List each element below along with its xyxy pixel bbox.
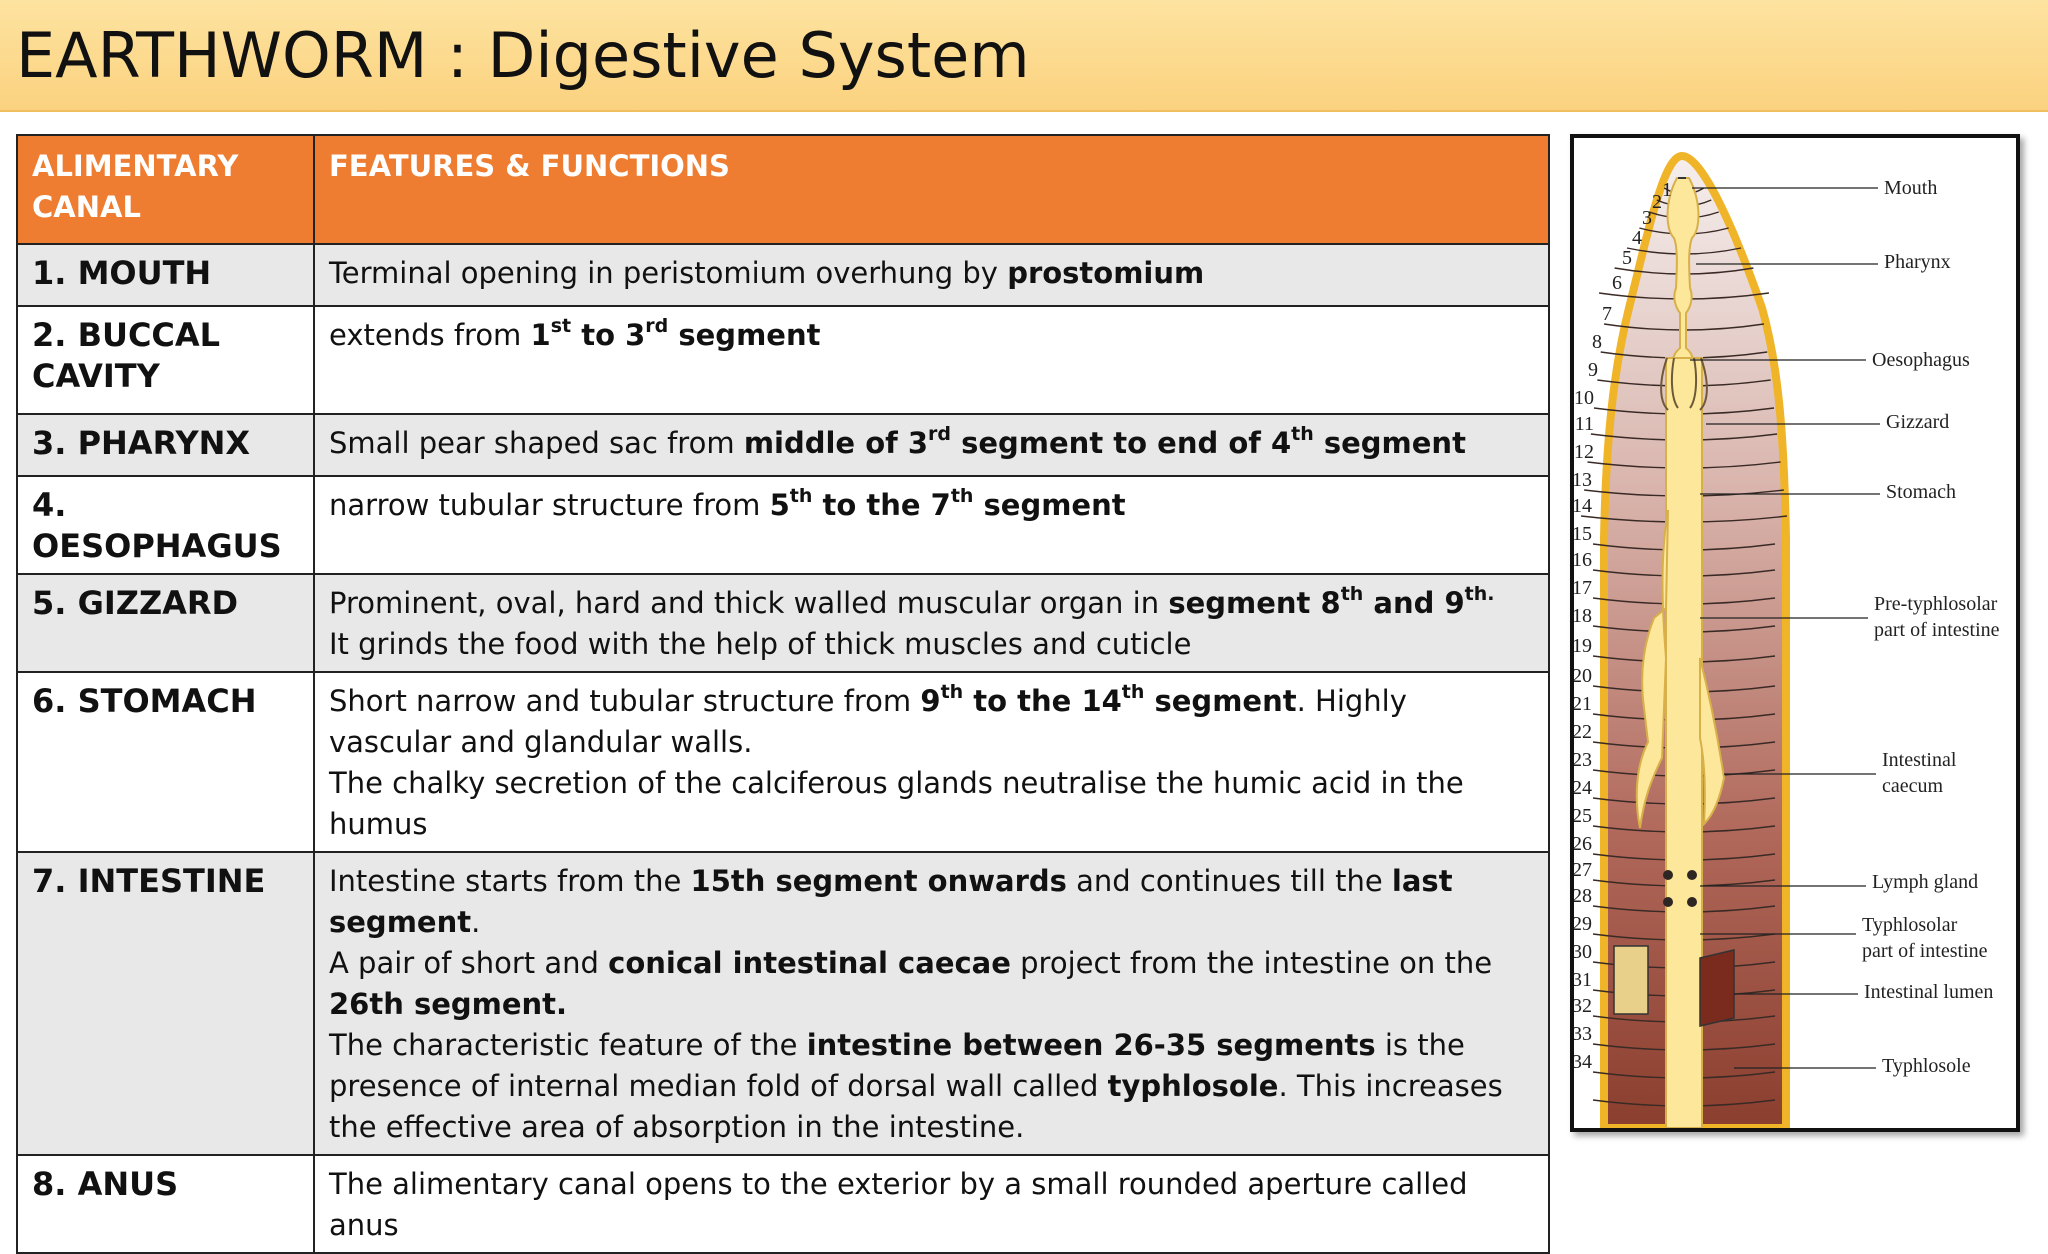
earthworm-diagram-svg (1574, 138, 2016, 1128)
text: Terminal opening in peristomium overhung by (329, 256, 1008, 290)
table-row (17, 672, 1549, 852)
text: Intestine starts from the (329, 864, 691, 898)
table-row (17, 574, 1549, 672)
diagram-label: Gizzard (1886, 411, 1950, 433)
segment-number: 14 (1574, 495, 1592, 517)
description-line (329, 624, 1534, 665)
diagram-label: Typhlosole (1882, 1055, 1971, 1077)
segment-number: 20 (1574, 665, 1592, 687)
diagram-label: Pharynx (1884, 251, 1951, 273)
bold-text: th. (1464, 583, 1495, 606)
bold-text: th (940, 681, 964, 704)
table-header-row (17, 135, 1549, 244)
segment-number: 11 (1574, 413, 1594, 435)
description-line (329, 1025, 1534, 1148)
canal-part-description (314, 574, 1549, 672)
segment-number: 17 (1574, 577, 1592, 599)
text: The alimentary canal opens to the exterior by a small rounded aperture called anus (329, 1167, 1468, 1242)
segment-number: 3 (1642, 207, 1652, 229)
canal-part-description (314, 1155, 1549, 1253)
segment-number: 33 (1574, 1023, 1592, 1045)
canal-part-description (314, 852, 1549, 1155)
canal-part-name: 6. STOMACH (17, 672, 314, 852)
segment-number: 21 (1574, 693, 1592, 715)
text: A pair of short and (329, 946, 609, 980)
bold-text: segment to end of 4 (951, 426, 1292, 460)
title-bar (0, 0, 2048, 112)
description-line (329, 681, 1534, 763)
diagram-label: Intestinal (1882, 749, 1957, 771)
segment-number: 7 (1602, 303, 1612, 325)
text: The characteristic feature of the (329, 1028, 807, 1062)
segment-number: 19 (1574, 635, 1592, 657)
bold-text: segment (973, 488, 1126, 522)
text: The chalky secretion of the calciferous glands neutralise the humic acid in the humus (329, 766, 1464, 841)
bold-text: segment 8 (1168, 586, 1341, 620)
typhlosole-section (1700, 950, 1734, 1026)
description-line (329, 583, 1534, 624)
description-line (329, 315, 1534, 356)
segment-number: 26 (1574, 833, 1592, 855)
bold-text: prostomium (1007, 256, 1205, 290)
diagram-label: Intestinal lumen (1864, 981, 1994, 1003)
bold-text: 15th segment onwards (690, 864, 1067, 898)
column-header-canal: ALIMENTARY CANAL (17, 135, 314, 244)
segment-number: 13 (1574, 469, 1592, 491)
segment-number: 12 (1574, 441, 1594, 463)
diagram-label: part of intestine (1862, 940, 1988, 962)
segment-number: 22 (1574, 721, 1592, 743)
description-line (329, 1164, 1534, 1246)
table-row (17, 476, 1549, 574)
canal-part-name: 7. INTESTINE (17, 852, 314, 1155)
earthworm-diagram (1570, 134, 2020, 1132)
segment-number: 30 (1574, 941, 1592, 963)
text: . This increases the effective area of absorption in the intestine. (329, 1069, 1503, 1144)
description-line (329, 861, 1534, 943)
alimentary-canal-table (16, 134, 1550, 1254)
text: project from the intestine on the (1010, 946, 1493, 980)
bold-text: th (1340, 583, 1364, 606)
canal-part-name: 4. OESOPHAGUS (17, 476, 314, 574)
bold-text: th (950, 485, 974, 508)
text: is the presence of internal median fold of dorsal wall called (329, 1028, 1465, 1103)
bold-text: 1 (530, 318, 551, 352)
text: It grinds the food with the help of thick muscles and cuticle (329, 627, 1192, 661)
bold-text: last segment (329, 864, 1453, 939)
segment-number: 28 (1574, 885, 1592, 907)
segment-number: 9 (1588, 359, 1598, 381)
segment-number: 31 (1574, 969, 1592, 991)
segment-number: 16 (1574, 549, 1592, 571)
bold-text: middle of 3 (743, 426, 929, 460)
bold-text: th (1291, 423, 1314, 446)
bold-text: th (1121, 681, 1145, 704)
bold-text: segment (1313, 426, 1466, 460)
segment-number: 8 (1592, 331, 1602, 353)
segment-number: 2 (1652, 191, 1662, 213)
segment-number: 6 (1612, 272, 1622, 294)
table-row (17, 852, 1549, 1155)
canal-part-description (314, 306, 1549, 414)
bold-text: to the 7 (812, 488, 951, 522)
segment-number: 32 (1574, 995, 1592, 1017)
intestine-shape (1666, 358, 1702, 1128)
canal-part-name: 5. GIZZARD (17, 574, 314, 672)
text: and continues till the (1066, 864, 1392, 898)
description-line (329, 253, 1534, 294)
segment-number: 18 (1574, 605, 1592, 627)
table-row (17, 1155, 1549, 1253)
bold-text: 26th segment. (329, 987, 568, 1021)
bold-text: segment (1144, 684, 1297, 718)
segment-number: 4 (1632, 227, 1642, 249)
canal-part-name: 3. PHARYNX (17, 414, 314, 476)
description-line (329, 423, 1534, 464)
segment-number: 23 (1574, 749, 1592, 771)
segment-number: 5 (1622, 247, 1632, 269)
text: Prominent, oval, hard and thick walled muscular organ in (329, 586, 1169, 620)
text: Short narrow and tubular structure from (329, 684, 921, 718)
bold-text: rd (645, 315, 669, 338)
bold-text: th (789, 485, 813, 508)
lymph-gland-dot (1663, 897, 1673, 907)
description-line (329, 943, 1534, 1025)
column-header-features: FEATURES & FUNCTIONS (314, 135, 1549, 244)
bold-text: st (550, 315, 572, 338)
segment-number: 25 (1574, 805, 1592, 827)
canal-part-name: 2. BUCCAL CAVITY (17, 306, 314, 414)
diagram-label: Stomach (1886, 481, 1956, 503)
canal-part-description (314, 244, 1549, 306)
bold-text: intestine between 26-35 segments (806, 1028, 1376, 1062)
bold-text: rd (928, 423, 951, 446)
text: narrow tubular structure from (329, 488, 770, 522)
bold-text: 9 (920, 684, 941, 718)
bold-text: to 3 (571, 318, 646, 352)
bold-text: typhlosole (1107, 1069, 1279, 1103)
diagram-label: part of intestine (1874, 619, 2000, 641)
segment-number: 24 (1574, 777, 1592, 799)
diagram-label: Mouth (1884, 177, 1938, 199)
page-title: EARTHWORM : Digestive System (16, 19, 1030, 92)
diagram-label: Pre-typhlosolar (1874, 593, 1998, 615)
canal-part-description (314, 476, 1549, 574)
segment-number: 34 (1574, 1051, 1592, 1073)
table-row (17, 306, 1549, 414)
canal-part-description (314, 672, 1549, 852)
text: . (471, 905, 481, 939)
segment-number: 15 (1574, 523, 1592, 545)
lymph-gland-dot (1663, 870, 1673, 880)
segment-number: 27 (1574, 859, 1592, 881)
diagram-label: Oesophagus (1872, 349, 1970, 371)
segment-number: 1 (1662, 179, 1672, 201)
bold-text: segment (668, 318, 821, 352)
text: Small pear shaped sac from (329, 426, 744, 460)
table-row (17, 244, 1549, 306)
lymph-gland-dot (1687, 870, 1697, 880)
canal-part-name: 8. ANUS (17, 1155, 314, 1253)
table-row (17, 414, 1549, 476)
description-line (329, 763, 1534, 845)
diagram-label: Typhlosolar (1862, 914, 1958, 936)
text: . Highly vascular and glandular walls. (329, 684, 1407, 759)
canal-part-name: 1. MOUTH (17, 244, 314, 306)
segment-number: 29 (1574, 913, 1592, 935)
diagram-label: caecum (1882, 775, 1944, 797)
segment-number: 10 (1574, 387, 1594, 409)
body-wall-section (1614, 946, 1648, 1014)
description-line (329, 485, 1534, 526)
bold-text: and 9 (1363, 586, 1465, 620)
text: extends from (329, 318, 531, 352)
lymph-gland-dot (1687, 897, 1697, 907)
diagram-label: Lymph gland (1872, 871, 1979, 893)
bold-text: conical intestinal caecae (608, 946, 1011, 980)
canal-part-description (314, 414, 1549, 476)
bold-text: 5 (769, 488, 790, 522)
bold-text: to the 14 (963, 684, 1122, 718)
